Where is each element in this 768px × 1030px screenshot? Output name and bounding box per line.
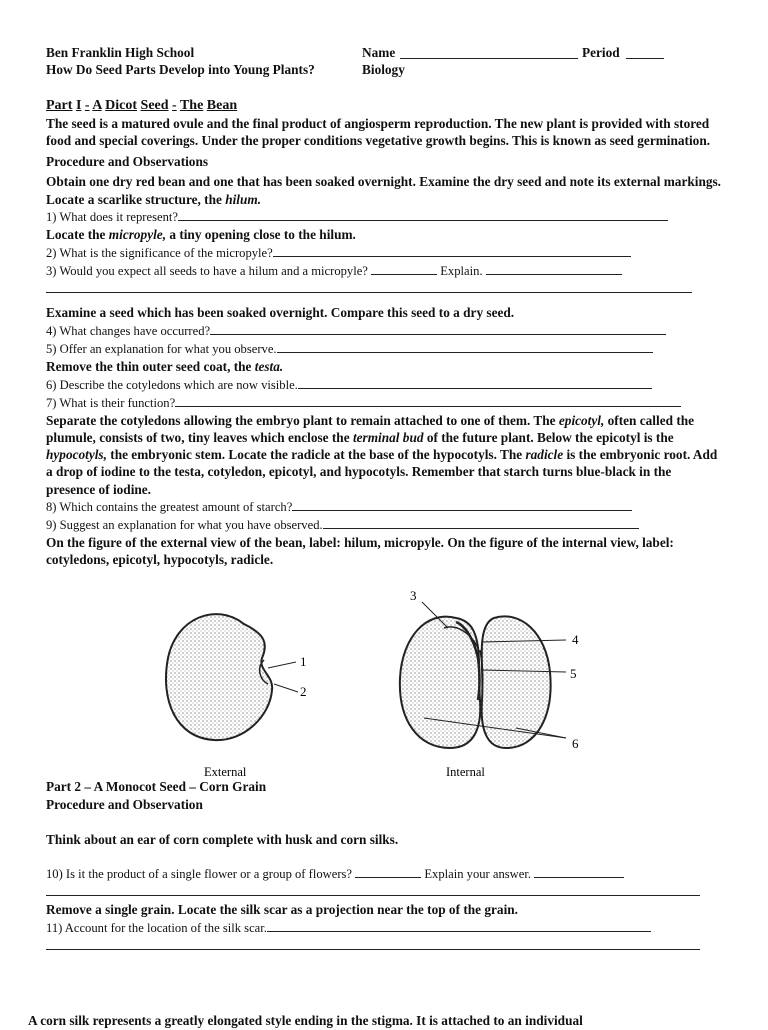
label-1-leader — [268, 662, 296, 668]
question-text: 9) Suggest an explanation for what you have observed. — [46, 517, 323, 532]
worksheet — [46, 44, 722, 955]
answer-line[interactable] — [534, 865, 624, 878]
question-8 — [46, 498, 722, 516]
question-text: 2) What is the significance of the micropyle? — [46, 245, 273, 260]
part2-procedure-heading: Procedure and Observation — [46, 797, 203, 813]
name-label: Name — [362, 45, 396, 60]
heading-word: A — [92, 98, 102, 113]
answer-line[interactable] — [267, 919, 651, 932]
explain-label: Explain your answer. — [424, 867, 531, 882]
bean-diagram — [46, 588, 722, 780]
part2-instruction: Remove a single grain. Locate the silk scar as a projection near the top of the grain. — [46, 902, 518, 918]
paragraph-text: of the future plant. Below the epicotyl is the — [423, 430, 674, 446]
internal-caption: Internal — [446, 765, 485, 780]
part1-heading — [46, 97, 722, 115]
answer-line[interactable] — [277, 340, 653, 353]
name-field[interactable] — [400, 46, 578, 59]
question-11 — [46, 919, 722, 937]
answer-line[interactable] — [46, 280, 692, 293]
paragraph-text: Separate the cotyledons allowing the embryo plant to remain attached to one of them. The — [46, 412, 559, 428]
question-text: 4) What changes have occurred? — [46, 323, 211, 338]
header-line-2 — [46, 61, 722, 78]
heading-word: Dicot — [105, 98, 138, 113]
question-5 — [46, 340, 722, 358]
answer-line[interactable] — [46, 883, 700, 896]
question-text: 6) Describe the cotyledons which are now visible. — [46, 377, 298, 392]
paragraph-text: often called the plumule, consists of two, tiny leaves which enclose the — [46, 412, 695, 446]
heading-word: I — [75, 98, 82, 113]
answer-line[interactable] — [323, 516, 639, 529]
term-epicotyl: epicotyl, — [558, 412, 605, 428]
term-radicle: radicle — [525, 447, 564, 463]
period-field[interactable] — [626, 46, 664, 59]
question-10 — [46, 865, 722, 883]
question-7 — [46, 394, 722, 412]
part2-think: Think about an ear of corn complete with husk and corn silks. — [46, 832, 399, 848]
answer-line[interactable] — [175, 394, 681, 407]
term-testa: testa. — [254, 358, 284, 374]
external-caption: External — [204, 765, 247, 780]
internal-bean — [400, 617, 551, 749]
question-2 — [46, 244, 722, 262]
question-text: 5) Offer an explanation for what you observe. — [46, 341, 277, 356]
figure-label-5: 5 — [570, 666, 577, 682]
answer-line[interactable] — [273, 244, 631, 257]
instruction-testa — [46, 358, 722, 376]
answer-line[interactable] — [298, 376, 652, 389]
paragraph-text: the embryonic stem. Locate the radicle at the base of the hypocotyls. The — [106, 447, 526, 463]
worksheet-title: How Do Seed Parts Develop into Young Plants? — [46, 62, 315, 77]
figure-label-4: 4 — [572, 632, 579, 648]
answer-line[interactable] — [355, 865, 421, 878]
figure-label-3: 3 — [410, 588, 417, 604]
question-1 — [46, 208, 722, 226]
term-hilum: hilum. — [225, 191, 262, 207]
part2-heading: Part 2 – A Monocot Seed – Corn Grain — [46, 779, 267, 795]
instruction-text: Locate the — [46, 226, 109, 242]
question-text: 10) Is it the product of a single flower or a group of flowers? — [46, 867, 353, 882]
figure-label-2: 2 — [300, 684, 307, 700]
header-line-1 — [46, 44, 722, 61]
heading-word: - — [172, 98, 177, 113]
heading-word: Bean — [206, 98, 238, 113]
instruction-soaked: Examine a seed which has been soaked overnight. Compare this seed to a dry seed. — [46, 304, 515, 320]
instruction-micropyle — [46, 226, 722, 244]
question-text: 1) What does it represent? — [46, 209, 178, 224]
instruction-text: Obtain one dry red bean and one that has been soaked overnight. Examine the dry seed and note its external markings. Locate a scarlike structure, the — [46, 174, 721, 207]
term-terminal-bud: terminal bud — [352, 430, 424, 446]
question-text: 11) Account for the location of the silk scar. — [46, 921, 267, 936]
answer-line[interactable] — [46, 937, 700, 950]
question-9 — [46, 516, 722, 534]
term-hypocotyls: hypocotyls, — [46, 447, 107, 463]
question-text: 7) What is their function? — [46, 395, 176, 410]
heading-word: - — [84, 98, 90, 113]
heading-word: Part — [46, 98, 73, 113]
heading-word: Seed — [140, 98, 169, 113]
school-name: Ben Franklin High School — [46, 45, 195, 60]
answer-line[interactable] — [210, 322, 666, 335]
figure-label-6: 6 — [572, 736, 579, 752]
label-2-leader — [274, 684, 298, 692]
answer-line[interactable] — [178, 208, 668, 221]
question-text: 3) Would you expect all seeds to have a hilum and a micropyle? — [46, 263, 368, 278]
answer-line[interactable] — [371, 262, 437, 275]
answer-line-row — [46, 280, 722, 298]
answer-line[interactable] — [292, 498, 632, 511]
figure-label-1: 1 — [300, 654, 307, 670]
external-bean — [166, 614, 272, 740]
bean-figure — [46, 588, 722, 780]
instruction-text: a tiny opening close to the hilum. — [166, 226, 356, 242]
question-4 — [46, 322, 722, 340]
heading-word: The — [179, 98, 204, 113]
cut-off-paragraph: A corn silk represents a greatly elongated style ending in the stigma. It is attached to an individual — [28, 1013, 583, 1028]
answer-line[interactable] — [486, 262, 622, 275]
instruction-text: Remove the thin outer seed coat, the — [46, 358, 255, 374]
subject: Biology — [362, 62, 405, 77]
term-micropyle: micropyle, — [108, 226, 167, 242]
procedure-heading: Procedure and Observations — [46, 154, 209, 170]
paragraph-text: is the embryonic root. Add a drop of iodine to the testa, cotyledon, epicotyl, and hypocotyls. Remember that starch turns blue-black in the presence of iodine. — [46, 447, 718, 497]
embryo-paragraph — [46, 412, 722, 498]
explain-label: Explain. — [440, 263, 483, 278]
answer-line-row — [46, 937, 722, 955]
question-text: 8) Which contains the greatest amount of starch? — [46, 499, 293, 514]
part1-intro: The seed is a matured ovule and the final product of angiosperm reproduction. The new plant is provided with stored food and special coverings. Under the proper conditions vegetative growth begins. This is known as seed germination. — [46, 116, 711, 149]
question-3 — [46, 262, 722, 280]
period-label: Period — [582, 45, 620, 60]
label-instruction: On the figure of the external view of the bean, label: hilum, micropyle. On the figure of the internal view, label: cotyledons, epicotyl, hypocotyls, radicle. — [46, 534, 674, 568]
answer-line-row — [46, 883, 722, 901]
instruction-hilum — [46, 173, 722, 207]
question-6 — [46, 376, 722, 394]
